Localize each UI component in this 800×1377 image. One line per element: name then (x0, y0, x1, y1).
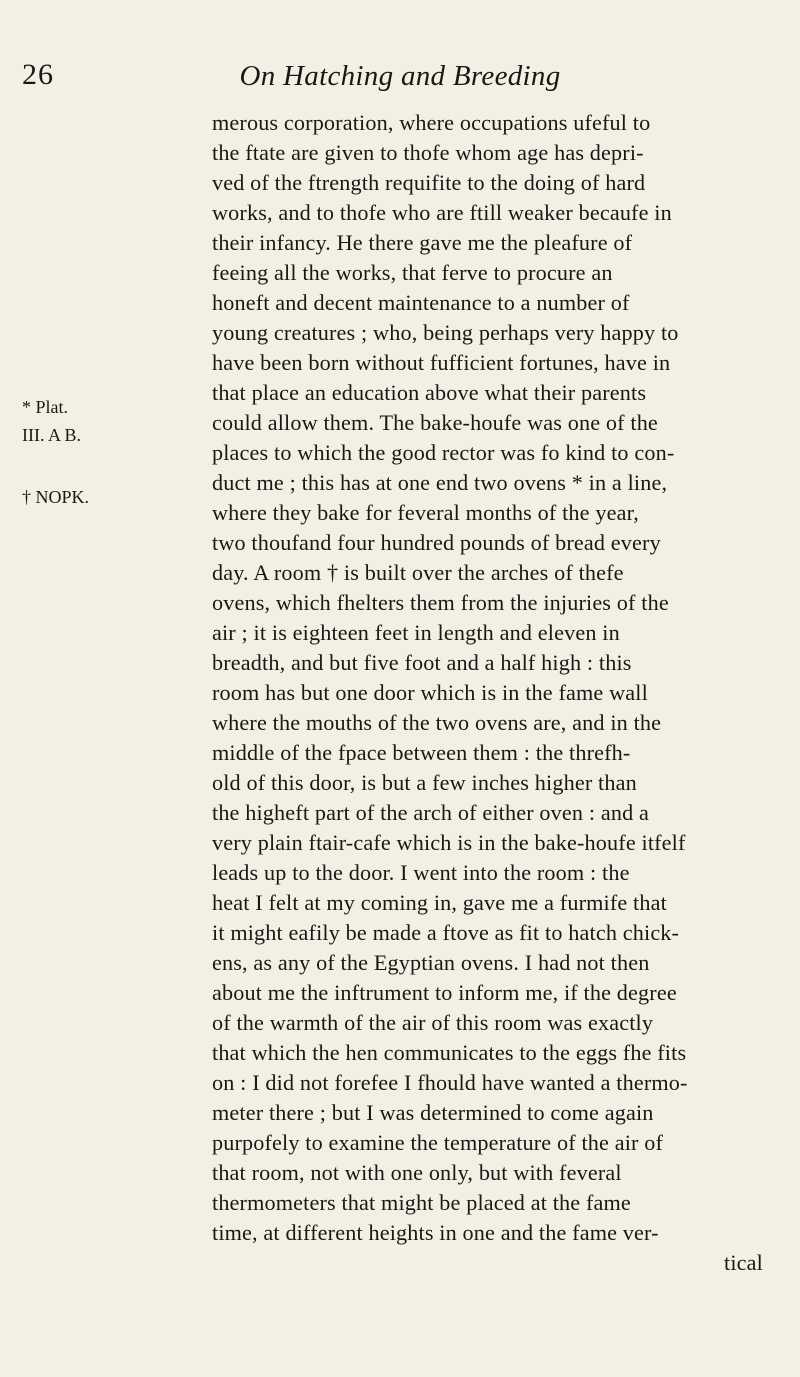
text-line: purpofely to examine the temperature of the air of (212, 1130, 664, 1155)
text-line: duct me ; this has at one end two ovens * in a line, (212, 470, 668, 495)
text-line: very plain ftair-cafe which is in the bake-houfe itfelf (212, 830, 686, 855)
text-line: that room, not with one only, but with feveral (212, 1160, 622, 1185)
running-head: On Hatching and Breeding (239, 60, 561, 92)
text-line: meter there ; but I was determined to come again (212, 1100, 654, 1125)
text-line: it might eafily be made a ftove as fit to hatch chick- (212, 920, 680, 945)
text-line: the higheft part of the arch of either oven : and a (212, 800, 650, 825)
margin-note-plate: * Plat. (22, 397, 69, 417)
text-line: their infancy. He there gave me the pleafure of (212, 230, 633, 255)
text-line: thermometers that might be placed at the fame (212, 1190, 631, 1215)
text-line: have been born without fufficient fortunes, have in (212, 350, 671, 375)
text-line: young creatures ; who, being perhaps very happy to (212, 320, 679, 345)
margin-note-plate-figures: III. A B. (22, 425, 82, 445)
text-line: about me the inftrument to inform me, if the degree (212, 980, 677, 1005)
text-line: that which the hen communicates to the eggs fhe fits (212, 1040, 687, 1065)
text-line: day. A room † is built over the arches of thefe (212, 560, 624, 585)
text-line: feeing all the works, that ferve to procure an (212, 260, 613, 285)
text-line: where they bake for feveral months of the year, (212, 500, 639, 525)
text-line: breadth, and but five foot and a half high : this (212, 650, 632, 675)
margin-note-nopk: † NOPK. (22, 487, 90, 507)
text-line: leads up to the door. I went into the room : the (212, 860, 630, 885)
text-line: ved of the ftrength requifite to the doing of hard (212, 170, 646, 195)
text-line: the ftate are given to thofe whom age has depri- (212, 140, 644, 165)
text-line: works, and to thofe who are ftill weaker becaufe in (212, 200, 672, 225)
text-line: ovens, which fhelters them from the injuries of the (212, 590, 669, 615)
text-line: on : I did not forefee I fhould have wanted a thermo- (212, 1070, 688, 1095)
text-line: old of this door, is but a few inches higher than (212, 770, 637, 795)
text-line: of the warmth of the air of this room was exactly (212, 1010, 654, 1035)
text-line: could allow them. The bake-houfe was one of the (212, 410, 658, 435)
page-number: 26 (22, 58, 54, 91)
text-line: ens, as any of the Egyptian ovens. I had not then (212, 950, 650, 975)
text-line: where the mouths of the two ovens are, and in the (212, 710, 662, 735)
text-line: two thoufand four hundred pounds of bread every (212, 530, 661, 555)
text-line: room has but one door which is in the fame wall (212, 680, 648, 705)
catchword: tical (724, 1250, 763, 1275)
text-line: heat I felt at my coming in, gave me a furmife that (212, 890, 667, 915)
text-line: time, at different heights in one and the fame ver- (212, 1220, 659, 1245)
text-line: merous corporation, where occupations ufeful to (212, 110, 651, 135)
text-line: air ; it is eighteen feet in length and eleven in (212, 620, 620, 645)
text-line: places to which the good rector was fo kind to con- (212, 440, 675, 465)
text-line: honeft and decent maintenance to a number of (212, 290, 630, 315)
text-line: that place an education above what their parents (212, 380, 647, 405)
text-line: middle of the fpace between them : the threfh- (212, 740, 631, 765)
